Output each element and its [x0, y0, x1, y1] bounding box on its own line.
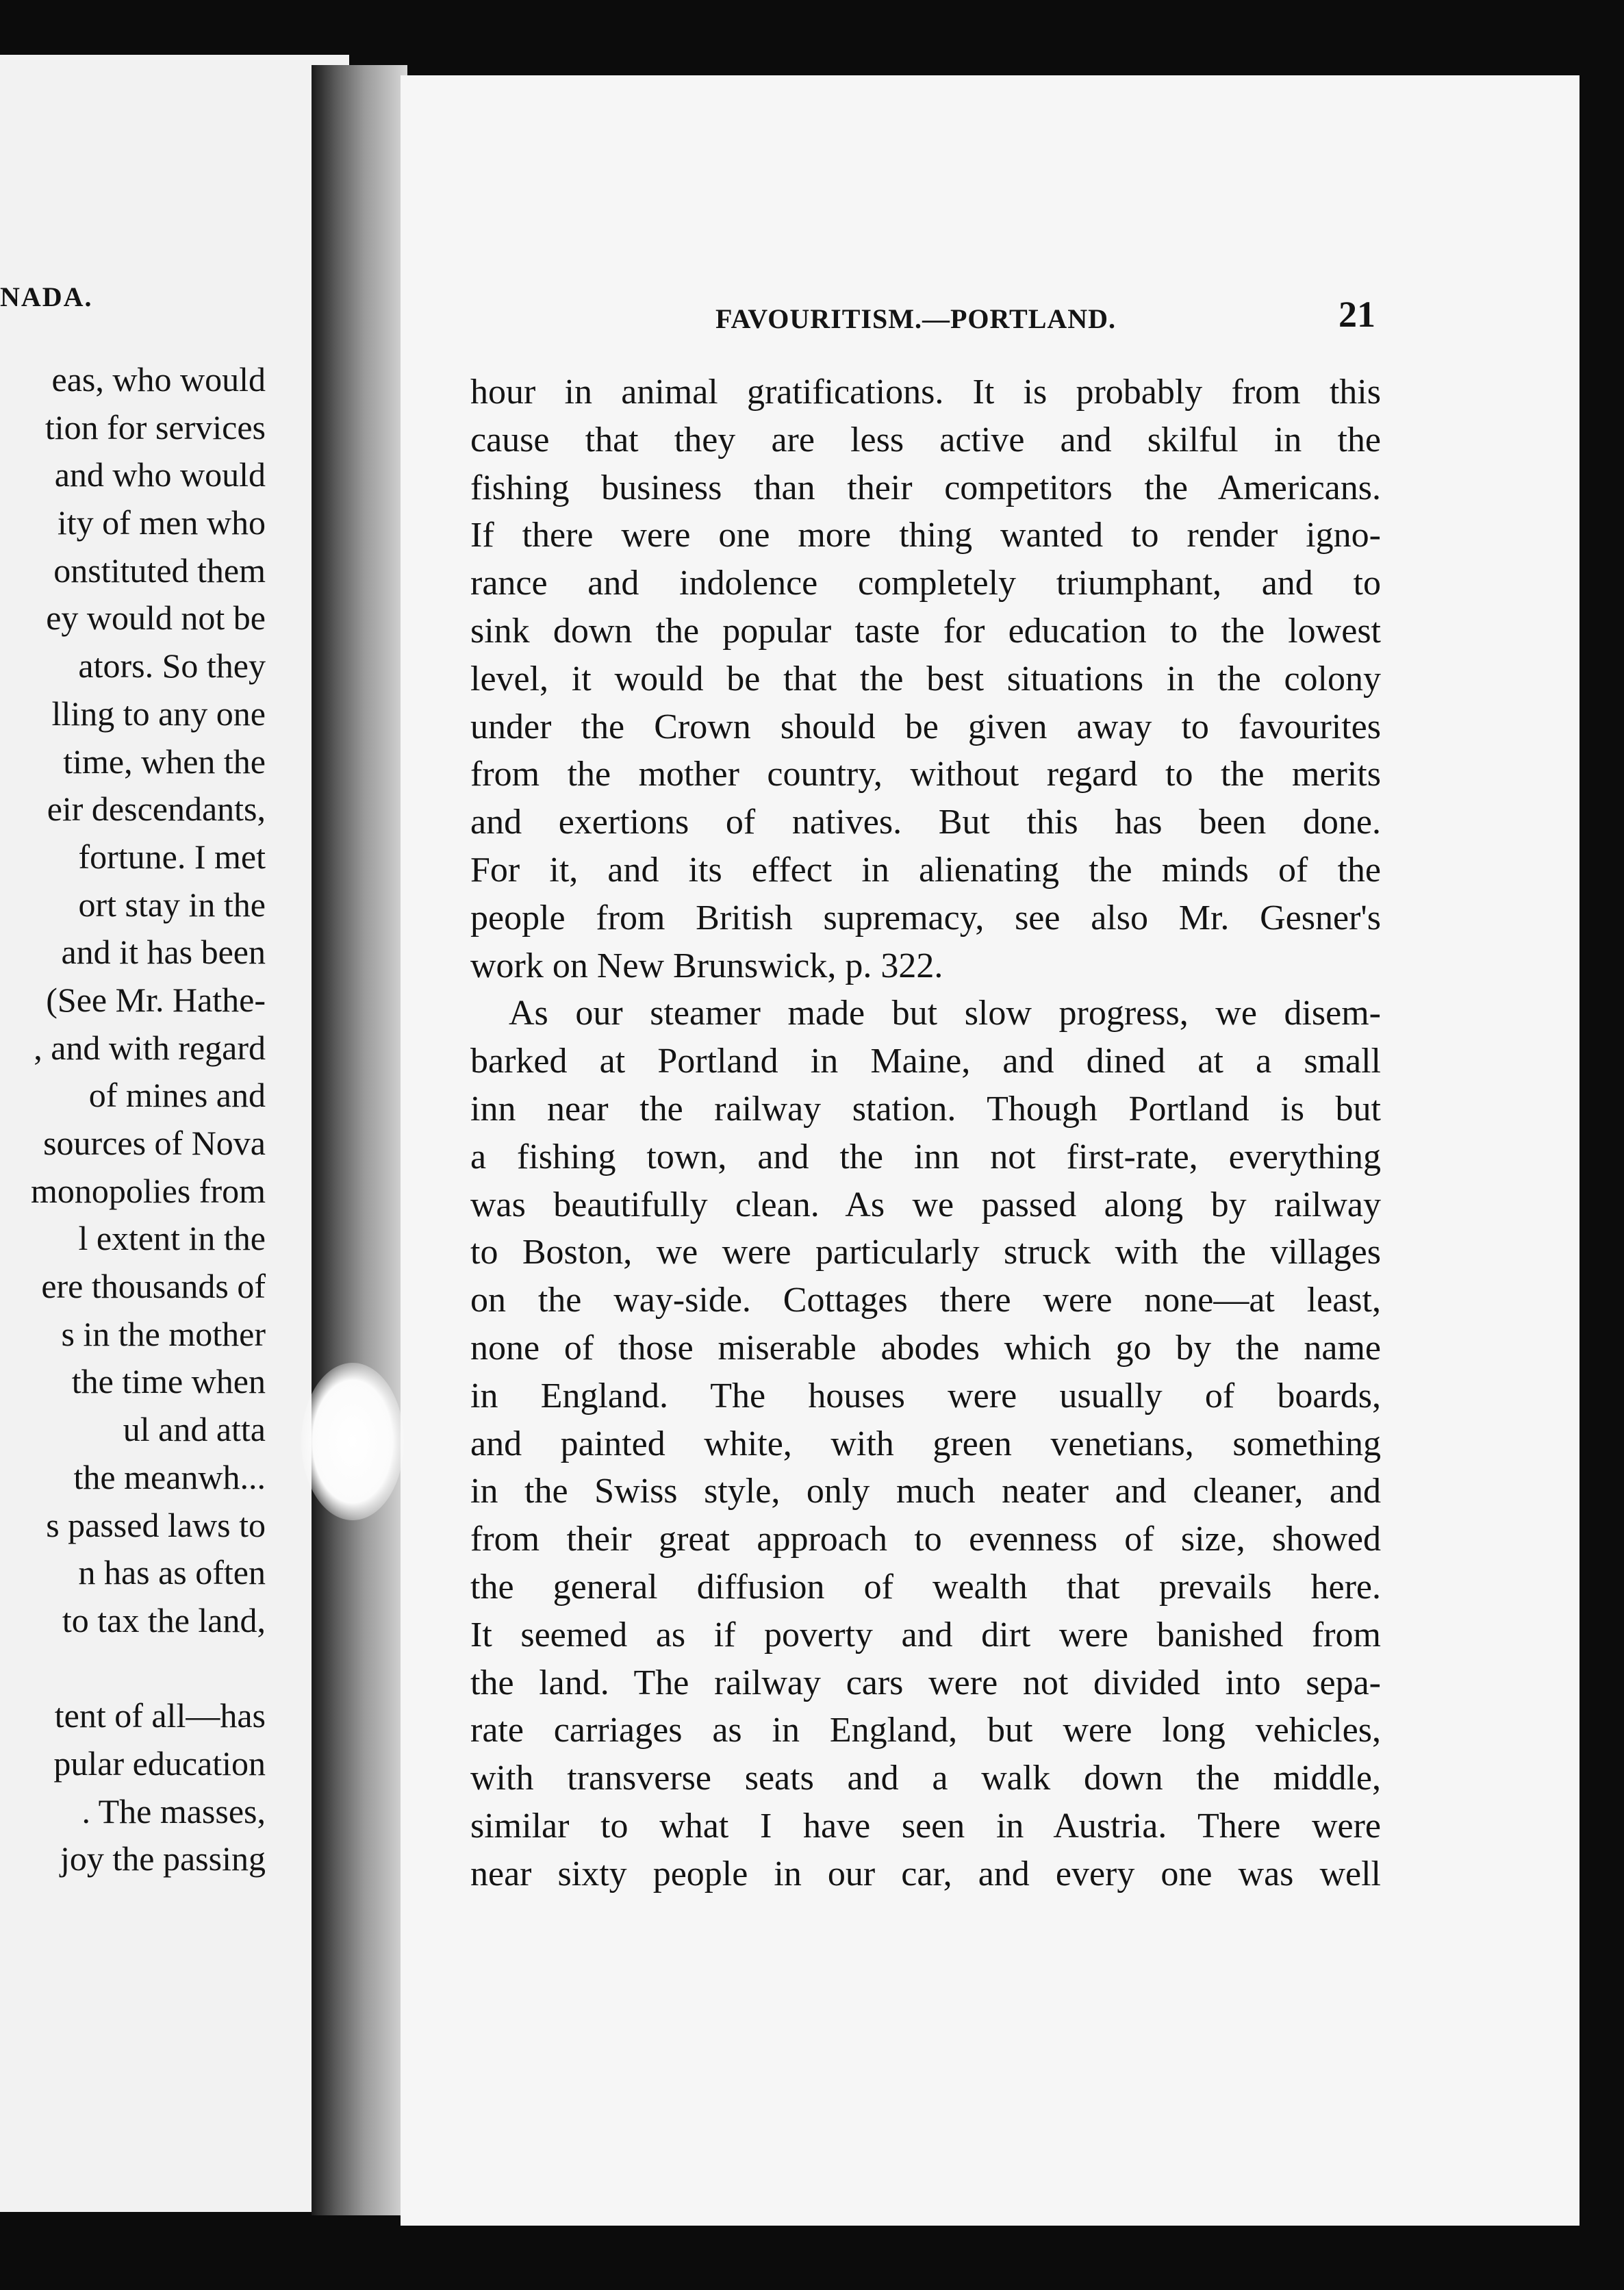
text-line: from the mother country, without regard to the merits: [470, 755, 1381, 794]
left-text-line: l extent in the: [78, 1219, 266, 1258]
page-number: 21: [1338, 294, 1375, 335]
left-text-line: the meanwh...: [73, 1457, 266, 1496]
left-text-line: fortune. I met: [78, 837, 266, 876]
left-page: [0, 55, 349, 2212]
text-line: in England. The houses were usually of boards,: [470, 1376, 1381, 1415]
text-line: none of those miserable abodes which go by the name: [470, 1328, 1381, 1368]
text-line: near sixty people in our car, and every one was well: [470, 1854, 1381, 1893]
left-text-line: time, when the: [63, 742, 266, 781]
text-line: sink down the popular taste for education to the lowest: [470, 611, 1381, 651]
book-gutter-shadow: [312, 65, 407, 2215]
text-line: As our steamer made but slow progress, we disem-: [509, 994, 1381, 1033]
text-line: rance and indolence completely triumphant, and to: [470, 564, 1381, 603]
text-line: to Boston, we were particularly struck with the villages: [470, 1233, 1381, 1272]
left-text-line: lling to any one: [51, 694, 266, 733]
text-line: and exertions of natives. But this has been done.: [470, 803, 1381, 842]
left-text-line: n has as often: [78, 1553, 266, 1592]
text-line: work on New Brunswick, p. 322.: [470, 946, 943, 985]
text-line: was beautifully clean. As we passed along by railway: [470, 1185, 1381, 1224]
text-line: on the way-side. Cottages there were none—at least,: [470, 1281, 1381, 1320]
text-line: fishing business than their competitors the Americans.: [470, 468, 1381, 507]
left-text-line: eas, who would: [51, 360, 266, 399]
left-text-line: s in the mother: [61, 1314, 266, 1353]
text-line: rate carriages as in England, but were long vehicles,: [470, 1711, 1381, 1750]
left-text-line: the time when: [71, 1362, 266, 1401]
left-text-line: (See Mr. Hathe-: [46, 980, 266, 1019]
left-text-line: tent of all—has: [54, 1696, 266, 1735]
text-line: If there were one more thing wanted to render igno-: [470, 516, 1381, 555]
left-text-line: , and with regard: [34, 1028, 266, 1067]
text-line: hour in animal gratifications. It is probably from this: [470, 373, 1381, 412]
left-text-line: ey would not be: [46, 599, 266, 638]
text-line: and painted white, with green venetians, something: [470, 1424, 1381, 1463]
text-line: a fishing town, and the inn not first-rate, everything: [470, 1137, 1381, 1177]
left-text-line: ators. So they: [78, 646, 266, 685]
left-text-line: s passed laws to: [46, 1505, 266, 1544]
left-text-line: . The masses,: [81, 1791, 266, 1830]
left-text-line: ul and atta: [123, 1410, 266, 1449]
text-line: in the Swiss style, only much neater and cleaner, and: [470, 1472, 1381, 1511]
text-line: level, it would be that the best situations in the colony: [470, 659, 1381, 699]
left-text-line: ere thousands of: [41, 1267, 266, 1306]
left-text-line: tion for services: [45, 407, 266, 446]
left-text-line: ort stay in the: [78, 885, 266, 924]
left-page-running-head: NADA.: [0, 281, 93, 312]
left-text-line: eir descendants,: [47, 790, 266, 829]
left-text-line: joy the passing: [60, 1839, 266, 1878]
left-text-line: sources of Nova: [43, 1124, 266, 1162]
text-line: the land. The railway cars were not divided into sepa-: [470, 1663, 1381, 1702]
left-page-text: [0, 356, 266, 1883]
text-line: similar to what I have seen in Austria. There were: [470, 1806, 1381, 1846]
left-text-line: ity of men who: [57, 503, 266, 542]
text-line: It seemed as if poverty and dirt were banished from: [470, 1615, 1381, 1654]
text-line: barked at Portland in Maine, and dined at a small: [470, 1042, 1381, 1081]
text-line: under the Crown should be given away to favourites: [470, 707, 1381, 746]
text-line: For it, and its effect in alienating the minds of the: [470, 850, 1381, 890]
paper-stain: [301, 1363, 404, 1520]
text-line: inn near the railway station. Though Portland is but: [470, 1089, 1381, 1129]
left-text-line: and who would: [54, 455, 266, 494]
left-text-line: and it has been: [61, 933, 266, 972]
left-text-line: pular education: [53, 1744, 266, 1783]
left-text-line: onstituted them: [53, 551, 266, 590]
left-text-line: [0, 1645, 266, 1693]
text-line: cause that they are less active and skilful in the: [470, 420, 1381, 460]
body-text: [470, 368, 1381, 1898]
text-line: people from British supremacy, see also Mr. Gesner's: [470, 898, 1381, 938]
left-text-line: monopolies from: [30, 1171, 266, 1210]
left-text-line: to tax the land,: [62, 1600, 266, 1639]
right-page: [401, 75, 1579, 2226]
running-head: FAVOURITISM.—PORTLAND.: [715, 303, 1117, 334]
text-line: with transverse seats and a walk down the middle,: [470, 1759, 1381, 1798]
left-text-line: of mines and: [88, 1076, 266, 1115]
text-line: the general diffusion of wealth that prevails here.: [470, 1567, 1381, 1607]
scan-bottom-edge: [370, 2226, 1588, 2290]
text-line: from their great approach to evenness of size, showed: [470, 1520, 1381, 1559]
